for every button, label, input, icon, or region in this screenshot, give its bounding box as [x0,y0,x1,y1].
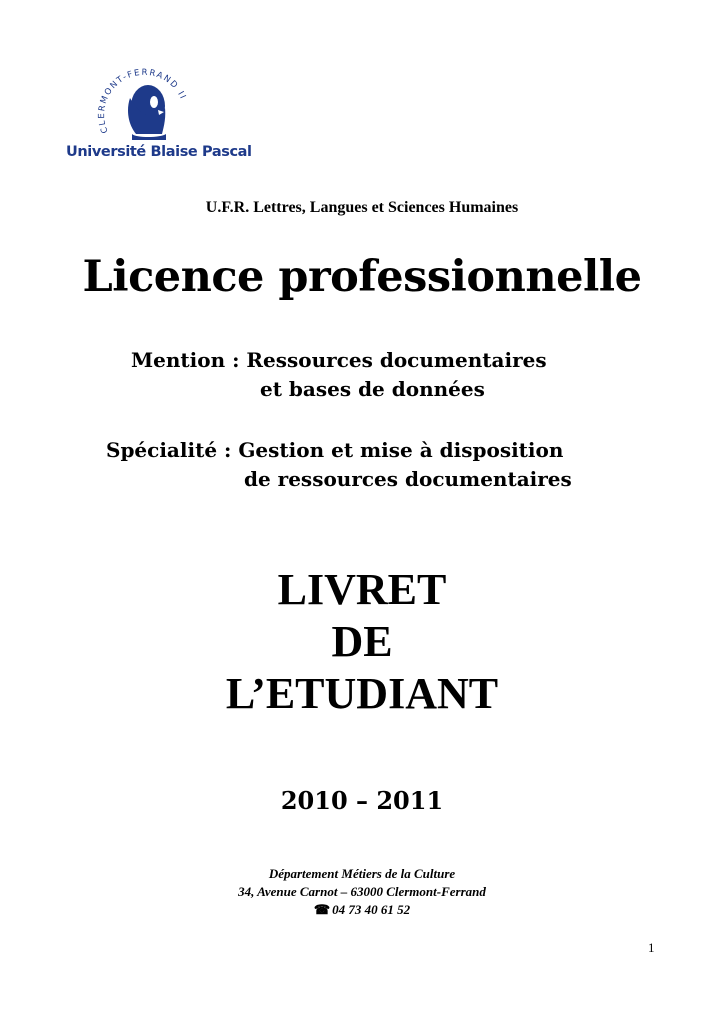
mention-line-2: et bases de données [260,377,485,401]
page-title: Licence professionnelle [82,252,642,302]
livret-line-2: DE [331,617,393,666]
phone-number: 04 73 40 61 52 [332,902,411,917]
ufr-heading: U.F.R. Lettres, Langues et Sciences Humaines [205,199,519,216]
academic-years: 2010 – 2011 [280,786,444,815]
logo-arc-text: CLERMONT-FERRAND II [97,67,188,135]
mention-line-1: Mention : Ressources documentaires [131,348,547,372]
livret-line-3: L’ETUDIANT [225,669,499,718]
department-phone [0,902,724,918]
university-logo [66,64,252,170]
phone-icon: ☎ [313,902,331,917]
livret-line-1: LIVRET [277,565,447,614]
page-number: 1 [648,940,655,955]
specialite-line-1: Spécialité : Gestion et mise à disposition [106,438,564,462]
logo-university-name: Université Blaise Pascal [66,144,252,160]
pascal-seal-icon [66,64,231,144]
department-address: 34, Avenue Carnot – 63000 Clermont-Ferrand [238,884,486,899]
specialite-line-2: de ressources documentaires [244,467,572,491]
department-name: Département Métiers de la Culture [268,866,456,881]
